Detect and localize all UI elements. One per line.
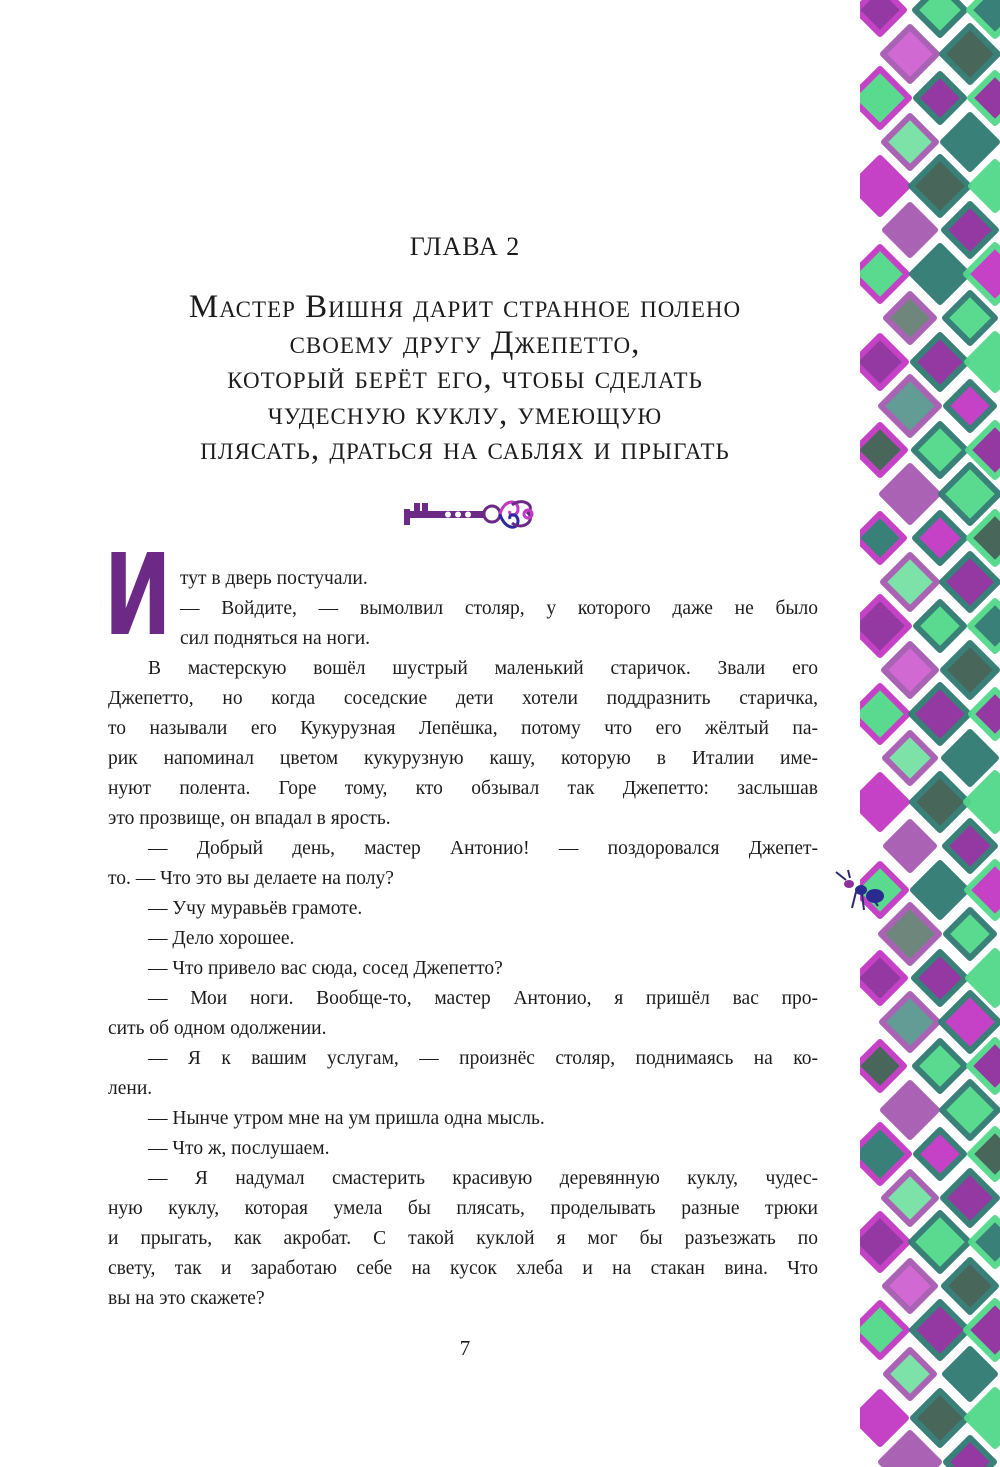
border-diamond bbox=[860, 336, 906, 388]
text-line: тут в дверь постучали. bbox=[180, 568, 368, 589]
ant-icon bbox=[832, 868, 890, 918]
border-diamond bbox=[883, 555, 937, 609]
border-diamond bbox=[943, 1171, 997, 1225]
border-diamond bbox=[860, 686, 908, 742]
text-line: — Дело хорошее. bbox=[148, 928, 295, 949]
border-diamond bbox=[883, 27, 937, 81]
text-line: — Я к вашим услугам, — произнёс столяр, поднимаясь на ко- bbox=[148, 1048, 818, 1069]
border-diamond bbox=[886, 822, 934, 870]
border-diamond bbox=[860, 425, 905, 475]
border-diamond bbox=[971, 1218, 1000, 1266]
border-diamond bbox=[885, 733, 935, 783]
text-line: — Что привело вас сюда, сосед Джепетто? bbox=[148, 958, 503, 979]
border-diamond bbox=[912, 774, 968, 830]
border-diamond bbox=[915, 0, 965, 35]
text-line: вы на это скажете? bbox=[108, 1288, 265, 1309]
text-line: сил подняться на ноги. bbox=[180, 628, 371, 649]
text-line: — Что ж, послушаем. bbox=[148, 1138, 330, 1159]
chapter-title-line: плясать, драться на саблях и прыгать bbox=[200, 431, 730, 467]
decorative-border bbox=[860, 0, 1000, 1467]
chapter-title-line: который берёт его, чтобы сделать bbox=[227, 360, 703, 396]
chapter-title bbox=[100, 290, 830, 468]
diamond-pattern bbox=[860, 0, 1000, 1467]
border-diamond bbox=[916, 1130, 964, 1178]
border-diamond bbox=[943, 115, 997, 169]
border-diamond bbox=[885, 1261, 935, 1311]
chapter-title-line: Мастер Вишня дарит странное полено bbox=[188, 289, 742, 325]
border-diamond bbox=[882, 466, 938, 522]
border-diamond bbox=[945, 1349, 995, 1399]
text-line: В мастерскую вошёл шустрый маленький старичок. Звали его bbox=[148, 658, 818, 679]
border-diamond bbox=[913, 863, 967, 917]
border-diamond bbox=[971, 690, 1000, 738]
border-diamond bbox=[860, 1125, 909, 1183]
border-diamond bbox=[911, 1213, 969, 1271]
border-diamond bbox=[946, 1438, 994, 1467]
border-diamond bbox=[914, 952, 966, 1004]
border-diamond bbox=[971, 162, 1000, 210]
page-number: 7 bbox=[459, 1336, 471, 1360]
border-diamond bbox=[884, 1172, 936, 1224]
border-diamond bbox=[913, 335, 967, 389]
border-diamond bbox=[881, 377, 939, 435]
border-diamond bbox=[911, 685, 969, 743]
text-line: это прозвище, он впадал в ярость. bbox=[108, 808, 391, 829]
border-diamond bbox=[911, 157, 969, 215]
border-diamond bbox=[943, 643, 997, 697]
border-diamond bbox=[886, 1350, 934, 1398]
text-line: — Учу муравьёв грамоте. bbox=[148, 898, 363, 919]
border-diamond bbox=[915, 1041, 965, 1091]
border-diamond bbox=[914, 424, 966, 476]
text-line: рик напоминал цветом кукурузную кашу, которую в Италии име- bbox=[108, 748, 818, 769]
border-diamond bbox=[916, 74, 964, 122]
border-diamond bbox=[860, 0, 904, 34]
border-diamond bbox=[860, 1392, 906, 1444]
border-diamond bbox=[860, 953, 905, 1003]
border-diamond bbox=[885, 205, 935, 255]
border-diamond bbox=[860, 247, 907, 301]
border-diamond bbox=[945, 293, 995, 343]
border-diamond bbox=[883, 1083, 937, 1137]
border-diamond bbox=[860, 775, 907, 829]
text-line: Джепетто, но когда соседские дети хотели поддразнить старичка, bbox=[108, 688, 818, 709]
border-diamond bbox=[860, 69, 909, 127]
text-line: то. — Что это вы делаете на полу? bbox=[108, 868, 394, 889]
border-diamond bbox=[884, 644, 936, 696]
border-diamond bbox=[860, 1042, 904, 1090]
text-line: — Добрый день, мастер Антонио! — поздоровался Джепет- bbox=[148, 838, 818, 859]
border-diamond bbox=[946, 382, 994, 430]
text-line: свету, так и заработаю себе на кусок хлеба и на стакан вина. Что bbox=[108, 1258, 818, 1279]
border-diamond bbox=[860, 158, 908, 214]
text-line: — Мои ноги. Вообще-то, мастер Антонио, я пришёл вас про- bbox=[148, 988, 818, 1009]
chapter-label: ГЛАВА 2 bbox=[409, 232, 521, 261]
drop-cap: И bbox=[104, 531, 172, 661]
border-diamond bbox=[886, 294, 934, 342]
text-line: — Нынче утром мне на ум пришла одна мысль. bbox=[148, 1108, 545, 1129]
text-line: лени. bbox=[108, 1078, 153, 1099]
border-diamond bbox=[945, 821, 995, 871]
border-diamond bbox=[915, 513, 965, 563]
border-diamond bbox=[916, 602, 964, 650]
text-line: ную куклу, которая умела бы плясать, проделывать разные трюки bbox=[108, 1198, 818, 1219]
border-diamond bbox=[912, 246, 968, 302]
text-line: сить об одном одолжении. bbox=[108, 1018, 327, 1039]
border-diamond bbox=[946, 910, 994, 958]
border-diamond bbox=[882, 994, 938, 1050]
text-line: нуют полента. Горе тому, кто обзывал так Джепетто: заслышав bbox=[108, 778, 818, 799]
border-diamond bbox=[860, 597, 909, 655]
text-line: то называли его Кукурузная Лепёшка, потому что его жёлтый па- bbox=[108, 718, 818, 739]
key-ornament-icon bbox=[400, 493, 540, 548]
border-diamond bbox=[860, 514, 904, 562]
chapter-title-line: чудесную куклу, умеющую bbox=[267, 395, 663, 432]
border-diamond bbox=[860, 1214, 908, 1270]
border-diamond bbox=[884, 116, 936, 168]
border-diamond bbox=[860, 1303, 907, 1357]
chapter-title-line: своему другу Джепетто, bbox=[289, 324, 641, 361]
text-line: — Войдите, — вымолвил столяр, у которого даже не было bbox=[180, 598, 818, 619]
text-line: — Я надумал смастерить красивую деревянную куклу, чудес- bbox=[148, 1168, 818, 1189]
border-diamond bbox=[913, 1391, 967, 1445]
text-line: и прыгать, как акробат. С такой куклой я мог бы разъезжать по bbox=[108, 1228, 818, 1249]
border-diamond bbox=[912, 1302, 968, 1358]
